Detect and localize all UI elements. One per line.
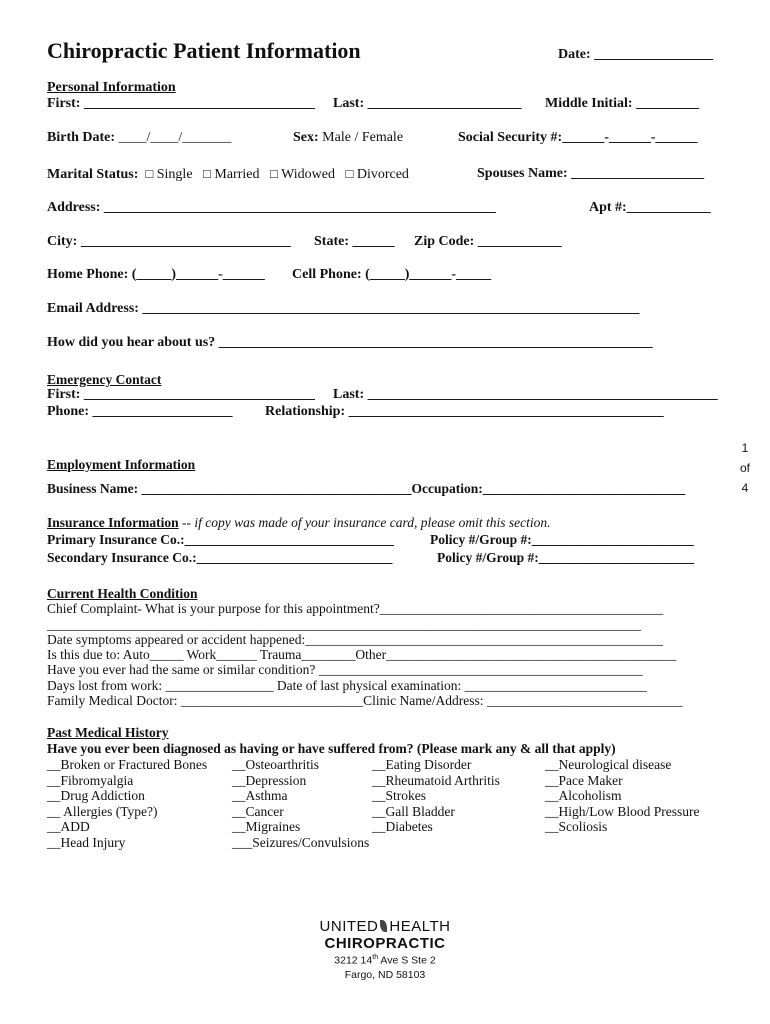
relationship-field[interactable]: Relationship: _____________________________________________	[265, 404, 664, 419]
address-ordinal: th	[372, 954, 379, 961]
history-column-3	[372, 757, 500, 835]
home-phone-field[interactable]: Home Phone: (_____)______-______	[47, 267, 265, 282]
secondary-policy-field[interactable]: Policy #/Group #:_______________________	[437, 550, 695, 565]
page-of: of	[739, 461, 750, 475]
family-doctor-field[interactable]: Family Medical Doctor: ___________________________Clinic Name/Address: _____________________________	[47, 693, 683, 708]
sex-row	[293, 130, 403, 146]
ssn-field[interactable]: Social Security #:______-______-______	[458, 130, 698, 145]
chief-complaint-field[interactable]: Chief Complaint- What is your purpose for this appointment?__________________________________________	[47, 601, 664, 616]
primary-policy-field[interactable]: Policy #/Group #:________________________	[430, 532, 694, 547]
history-item[interactable]: __Asthma	[232, 788, 288, 803]
page-title: Chiropractic Patient Information	[47, 38, 361, 63]
logo-chiropractic: CHIROPRACTIC	[324, 935, 446, 952]
marital-status-label: Marital Status:	[47, 167, 139, 182]
similar-condition-field[interactable]: Have you ever had the same or similar condition? ________________________________________________	[47, 662, 643, 677]
zip-field[interactable]: Zip Code: ____________	[414, 234, 562, 249]
logo-health: HEALTH	[389, 918, 451, 935]
history-item[interactable]: __Osteoarthritis	[232, 757, 319, 772]
first-name-field[interactable]: First: _________________________________	[47, 96, 315, 111]
cause-field[interactable]: Is this due to: Auto_____ Work______ Trauma________Other___________________________________________	[47, 647, 677, 662]
history-column-2	[232, 757, 369, 850]
emergency-first-field[interactable]: First: _________________________________	[47, 387, 315, 402]
clinic-city-line: Fargo, ND 58103	[344, 969, 426, 981]
history-item[interactable]: __Broken or Fractured Bones	[47, 757, 208, 772]
history-item[interactable]: __Eating Disorder	[372, 757, 472, 772]
history-item[interactable]: __Alcoholism	[545, 788, 622, 803]
history-item[interactable]: __Strokes	[372, 788, 426, 803]
option-widowed: Widowed	[281, 167, 335, 182]
spouse-name-field[interactable]: Spouses Name: ___________________	[477, 166, 705, 181]
logo-top-line	[285, 918, 485, 935]
clinic-address-line	[285, 954, 485, 967]
history-item[interactable]: ___Seizures/Convulsions	[232, 834, 370, 850]
birth-date-field[interactable]: ____/____/_______	[118, 130, 232, 145]
history-item[interactable]: __Drug Addiction	[47, 788, 145, 803]
apt-field[interactable]: Apt #:____________	[589, 200, 711, 215]
emergency-contact-heading: Emergency Contact	[47, 372, 162, 387]
history-item[interactable]: __Scoliosis	[545, 819, 608, 834]
clinic-logo	[285, 918, 485, 952]
leaf-icon	[380, 920, 387, 932]
marital-status-row	[47, 166, 409, 183]
history-item[interactable]: __Fibromyalgia	[47, 772, 134, 788]
history-item[interactable]: __Gall Bladder	[372, 803, 455, 819]
medical-history-heading: Past Medical History	[47, 725, 169, 740]
email-field[interactable]: Email Address: _______________________________________________________________________	[47, 301, 640, 316]
business-occupation-field[interactable]: Business Name: ________________________________________Occupation:______________________________	[47, 481, 686, 496]
history-item[interactable]: __Pace Maker	[545, 772, 623, 788]
option-single: Single	[156, 167, 193, 182]
option-divorced: Divorced	[356, 167, 409, 182]
history-item[interactable]: __Depression	[232, 772, 307, 788]
secondary-insurance-field[interactable]: Secondary Insurance Co.:_____________________________	[47, 550, 393, 565]
employment-heading: Employment Information	[47, 457, 196, 472]
chief-complaint-continued[interactable]: ________________________________________________________________________________________	[47, 617, 641, 632]
option-married: Married	[214, 167, 260, 182]
medical-history-question: Have you ever been diagnosed as having or have suffered from? (Please mark any & all that apply)	[47, 741, 616, 756]
history-item[interactable]: __Neurological disease	[545, 757, 672, 772]
history-item[interactable]: __Diabetes	[372, 819, 433, 834]
address-street-number: 3212 14	[334, 954, 373, 967]
sex-label: Sex:	[293, 130, 319, 145]
city-field[interactable]: City: ______________________________	[47, 234, 291, 249]
personal-info-heading: Personal Information	[47, 80, 176, 95]
history-item[interactable]: __Migraines	[232, 819, 301, 834]
history-item[interactable]: __ Allergies (Type?)	[47, 803, 158, 819]
health-condition-heading: Current Health Condition	[47, 586, 198, 601]
date-field[interactable]: Date: _________________	[558, 47, 714, 62]
primary-insurance-field[interactable]: Primary Insurance Co.:_______________________________	[47, 532, 394, 547]
emergency-last-field[interactable]: Last: __________________________________________________	[333, 387, 718, 402]
checkbox-divorced[interactable]: □	[345, 166, 354, 181]
birth-date-row	[47, 130, 231, 146]
birth-date-label: Birth Date:	[47, 130, 116, 145]
checkbox-married[interactable]: □	[203, 166, 211, 181]
address-street: Ave S Ste 2	[378, 954, 436, 967]
insurance-heading: Insurance Information	[47, 515, 179, 530]
history-item[interactable]: __Cancer	[232, 803, 284, 819]
history-item[interactable]: __Rheumatoid Arthritis	[372, 772, 500, 788]
referral-field[interactable]: How did you hear about us? ______________________________________________________________	[47, 335, 653, 350]
page-total: 4	[741, 481, 749, 495]
history-item[interactable]: __Head Injury	[47, 834, 126, 850]
state-field[interactable]: State: ______	[314, 234, 395, 249]
address-field[interactable]: Address: ________________________________________________________	[47, 200, 496, 215]
insurance-heading-row	[47, 515, 550, 531]
history-column-1	[47, 757, 207, 850]
history-item[interactable]: __ADD	[47, 819, 90, 834]
checkbox-single[interactable]: □	[145, 166, 154, 181]
history-column-4	[545, 757, 700, 835]
days-lost-field[interactable]: Days lost from work: ________________ Date of last physical examination: ___________________________	[47, 678, 647, 693]
logo-united: UNITED	[319, 918, 379, 935]
cell-phone-field[interactable]: Cell Phone: (_____)______-_____	[292, 267, 492, 282]
checkbox-widowed[interactable]: □	[269, 166, 278, 181]
sex-options[interactable]: Male / Female	[322, 130, 404, 145]
page-number: 1	[741, 441, 749, 455]
middle-initial-field[interactable]: Middle Initial: _________	[545, 96, 700, 111]
history-item[interactable]: __High/Low Blood Pressure	[545, 803, 700, 819]
emergency-phone-field[interactable]: Phone: ____________________	[47, 404, 233, 419]
last-name-field[interactable]: Last: ______________________	[333, 96, 522, 111]
insurance-note: -- if copy was made of your insurance card, please omit this section.	[178, 515, 551, 530]
symptoms-date-field[interactable]: Date symptoms appeared or accident happened:_____________________________________________________	[47, 632, 664, 647]
